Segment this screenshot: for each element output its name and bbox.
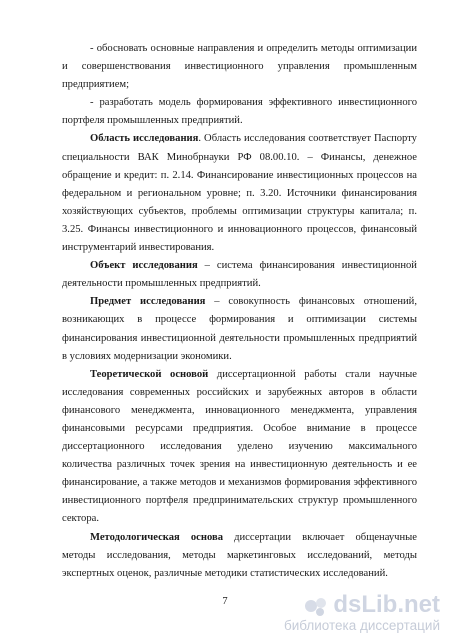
dslib-logo-icon [303, 594, 329, 618]
paragraph [62, 293, 417, 365]
paragraph-heading: Объект исследования [90, 260, 198, 272]
watermark [284, 592, 440, 633]
paragraph [62, 366, 417, 529]
document-body [62, 40, 417, 583]
paragraph-text: диссертации включает общенаучные методы исследования, методы маркетинговых исследований, методы экспертных оценок, различные методики статистических исследований. [62, 531, 417, 579]
paragraph [62, 40, 417, 94]
watermark-logo [299, 592, 440, 618]
paragraph [62, 529, 417, 583]
paragraph [62, 130, 417, 257]
paragraph [62, 94, 417, 130]
paragraph-heading: Теоретической основой [90, 368, 209, 380]
paragraph-text: – система финансирования инвестиционной деятельности промышленных предприятий. [62, 260, 417, 290]
paragraph-text: . Область исследования соответствует Паспорту специальности ВАК Минобрнауки РФ 08.00.10. – Финансы, денежное обращение и кредит: п. 2.14. Финансирование инвестиционных процессов на федеральном и региональном уровне; п. 3.20. Источники финансирования хозяйствующих субъектов, проблемы оптимизации структуры капитала; п. 3.25. Финансы инвестиционного и инновационного процессов, финансовый инструментарий инвестирования. [62, 133, 417, 254]
paragraph-heading: Область исследования [90, 133, 199, 145]
watermark-logo-text: dsLib.net [333, 591, 440, 618]
paragraph-heading: Методологическая основа [90, 531, 224, 543]
paragraph [62, 257, 417, 293]
paragraph-text: – совокупность финансовых отношений, возникающих в процессе формирования и оптимизации системы финансирования инвестиционной деятельности промышленных предприятий в условиях модернизации экономики. [62, 296, 417, 362]
paragraph-text: - разработать модель формирования эффективного инвестиционного портфеля промышленных предприятий. [62, 97, 417, 127]
paragraph-text: диссертационной работы стали научные исследования современных российских и зарубежных авторов в области финансового менеджмента, инновационного менеджмента, управления финансовыми ресурсами предприятия. Особое внимание в процессе диссертационного исследования уделено изучению максимального количества различных точек зрения на инвестиционную деятельность и ее финансирование, а также методов и механизмов формирования эффективного инвестиционного портфеля предпринимательских структур промышленного сектора. [62, 368, 417, 525]
watermark-subtitle: библиотека диссертаций [283, 618, 440, 633]
paragraph-heading: Предмет исследования [90, 296, 206, 308]
page-number: 7 [222, 596, 228, 607]
paragraph-text: - обосновать основные направления и определить методы оптимизации и совершенствования инвестиционного управления промышленным предприятием; [62, 43, 417, 91]
